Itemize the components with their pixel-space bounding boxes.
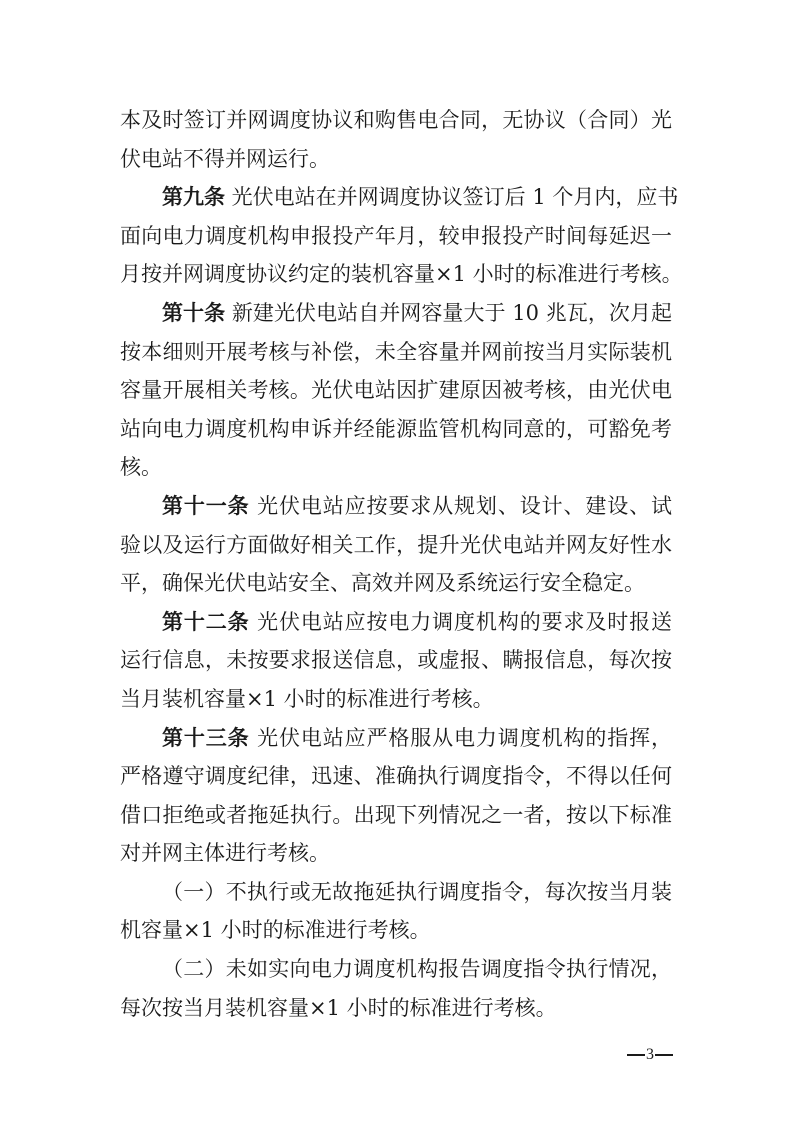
text-line [120, 178, 679, 217]
article-heading: 第十三条 [162, 725, 250, 750]
text-span: 光伏电站在并网调度协议签订后 1 个月内，应书 [225, 185, 679, 210]
text-span: 光伏电站应按电力调度机构的要求及时报送 [249, 609, 673, 634]
text-line: 借口拒绝或者拖延执行。出现下列情况之一者，按以下标准 [120, 802, 672, 827]
page-number-value: 3 [646, 1046, 654, 1063]
article-13 [120, 719, 680, 873]
list-item-1 [120, 873, 680, 950]
text-line: 平，确保光伏电站安全、高效并网及系统运行安全稳定。 [120, 571, 645, 596]
text-line: 面向电力调度机构申报投产年月，较申报投产时间每延迟一 [120, 223, 672, 248]
document-body [120, 101, 683, 1027]
text-line: 按本细则开展考核与补偿，未全容量并网前按当月实际装机 [120, 339, 672, 364]
text-line: （一）不执行或无故拖延执行调度指令，每次按当月装 [162, 879, 672, 904]
article-9 [120, 178, 683, 294]
text-line: 核。 [120, 455, 162, 480]
text-line: 机容量×1 小时的标准进行考核。 [120, 918, 431, 943]
text-line: 严格遵守调度纪律，迅速、准确执行调度指令，不得以任何 [120, 764, 672, 789]
article-12 [120, 603, 680, 719]
text-line: 伏电站不得并网运行。 [120, 146, 330, 171]
text-line: 容量开展相关考核。光伏电站因扩建原因被考核，由光伏电 [120, 378, 672, 403]
article-11 [120, 487, 680, 603]
text-line: 站向电力调度机构申诉并经能源监管机构同意的，可豁免考 [120, 416, 672, 441]
dash-left-decoration [627, 1054, 645, 1056]
article-10 [120, 294, 680, 487]
text-span: 光伏电站应按要求从规划、设计、建设、试 [249, 493, 673, 518]
text-line: 每次按当月装机容量×1 小时的标准进行考核。 [120, 995, 557, 1020]
text-line [120, 294, 672, 333]
text-line [120, 719, 672, 758]
article-heading: 第十一条 [162, 493, 250, 518]
text-line: 本及时签订并网调度协议和购售电合同，无协议（合同）光 [120, 108, 672, 132]
paragraph-continuation [120, 101, 680, 178]
text-line: 月按并网调度协议约定的装机容量×1 小时的标准进行考核。 [120, 262, 683, 287]
article-heading: 第十二条 [162, 609, 250, 634]
text-line: 验以及运行方面做好相关工作，提升光伏电站并网友好性水 [120, 532, 672, 557]
text-line [120, 603, 672, 642]
text-line: 对并网主体进行考核。 [120, 841, 330, 866]
dash-right-decoration [655, 1054, 673, 1056]
article-heading: 第十条 [162, 300, 226, 325]
text-line: 当月装机容量×1 小时的标准进行考核。 [120, 686, 494, 711]
text-span: 光伏电站应严格服从电力调度机构的指挥， [249, 725, 673, 750]
list-item-2 [120, 950, 680, 1027]
page-number [626, 1046, 674, 1064]
article-heading: 第九条 [162, 185, 225, 210]
text-line: （二）未如实向电力调度机构报告调度指令执行情况， [162, 957, 672, 982]
text-line [120, 487, 672, 526]
text-span: 新建光伏电站自并网容量大于 10 兆瓦，次月起 [225, 300, 672, 325]
text-line: 运行信息，未按要求报送信息，或虚报、瞒报信息，每次按 [120, 648, 672, 673]
